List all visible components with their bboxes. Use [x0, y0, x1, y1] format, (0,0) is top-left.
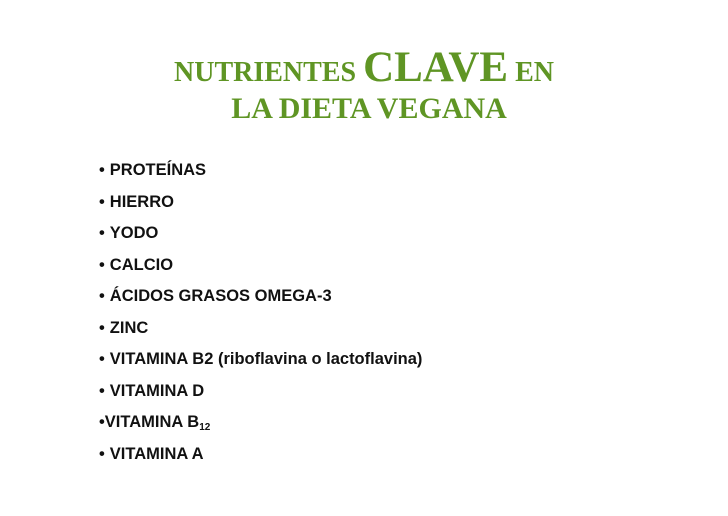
title-word-clave: CLAVE [363, 44, 509, 91]
bullet-glyph: • [99, 224, 105, 242]
list-item-vitamina-d [99, 376, 422, 408]
list-item-vitamina-a [99, 439, 422, 471]
list-item-label: VITAMINA D [109, 381, 205, 400]
list-item-label: ÁCIDOS GRASOS OMEGA-3 [109, 287, 332, 305]
list-item-acidos-grasos [99, 281, 422, 313]
bullet-glyph: • [99, 413, 105, 431]
list-item-label: HIERRO [109, 192, 174, 211]
list-item-label: VITAMINA B2 (riboflavina o lactoflavina) [109, 350, 423, 368]
bullet-glyph: • [99, 444, 105, 463]
nutrient-list [99, 155, 422, 470]
list-item-label: VITAMINA A [109, 444, 204, 463]
list-item-vitamina-b2 [99, 344, 422, 376]
bullet-glyph: • [99, 318, 105, 337]
bullet-glyph: • [99, 287, 105, 305]
list-item-hierro [99, 187, 422, 219]
bullet-glyph: • [99, 255, 105, 274]
title-word-nutrientes: NUTRIENTES [174, 57, 357, 88]
list-item-subscript: 12 [199, 422, 211, 433]
bullet-glyph: • [99, 161, 105, 179]
list-item-vitamina-b12 [99, 407, 422, 439]
list-item-label: ZINC [109, 318, 149, 337]
list-item-label: CALCIO [109, 255, 174, 274]
list-item-yodo [99, 218, 422, 250]
list-item-label: YODO [109, 224, 159, 242]
bullet-glyph: • [99, 192, 105, 211]
bullet-glyph: • [99, 381, 105, 400]
list-item-label: PROTEÍNAS [109, 161, 207, 179]
list-item-zinc [99, 313, 422, 345]
list-item-proteinas [99, 155, 422, 187]
list-item-label: VITAMINA B [104, 413, 200, 431]
title-line-2: LA DIETA VEGANA [231, 92, 507, 125]
list-item-calcio [99, 250, 422, 282]
bullet-glyph: • [99, 350, 105, 368]
title-word-en: EN [515, 57, 554, 88]
